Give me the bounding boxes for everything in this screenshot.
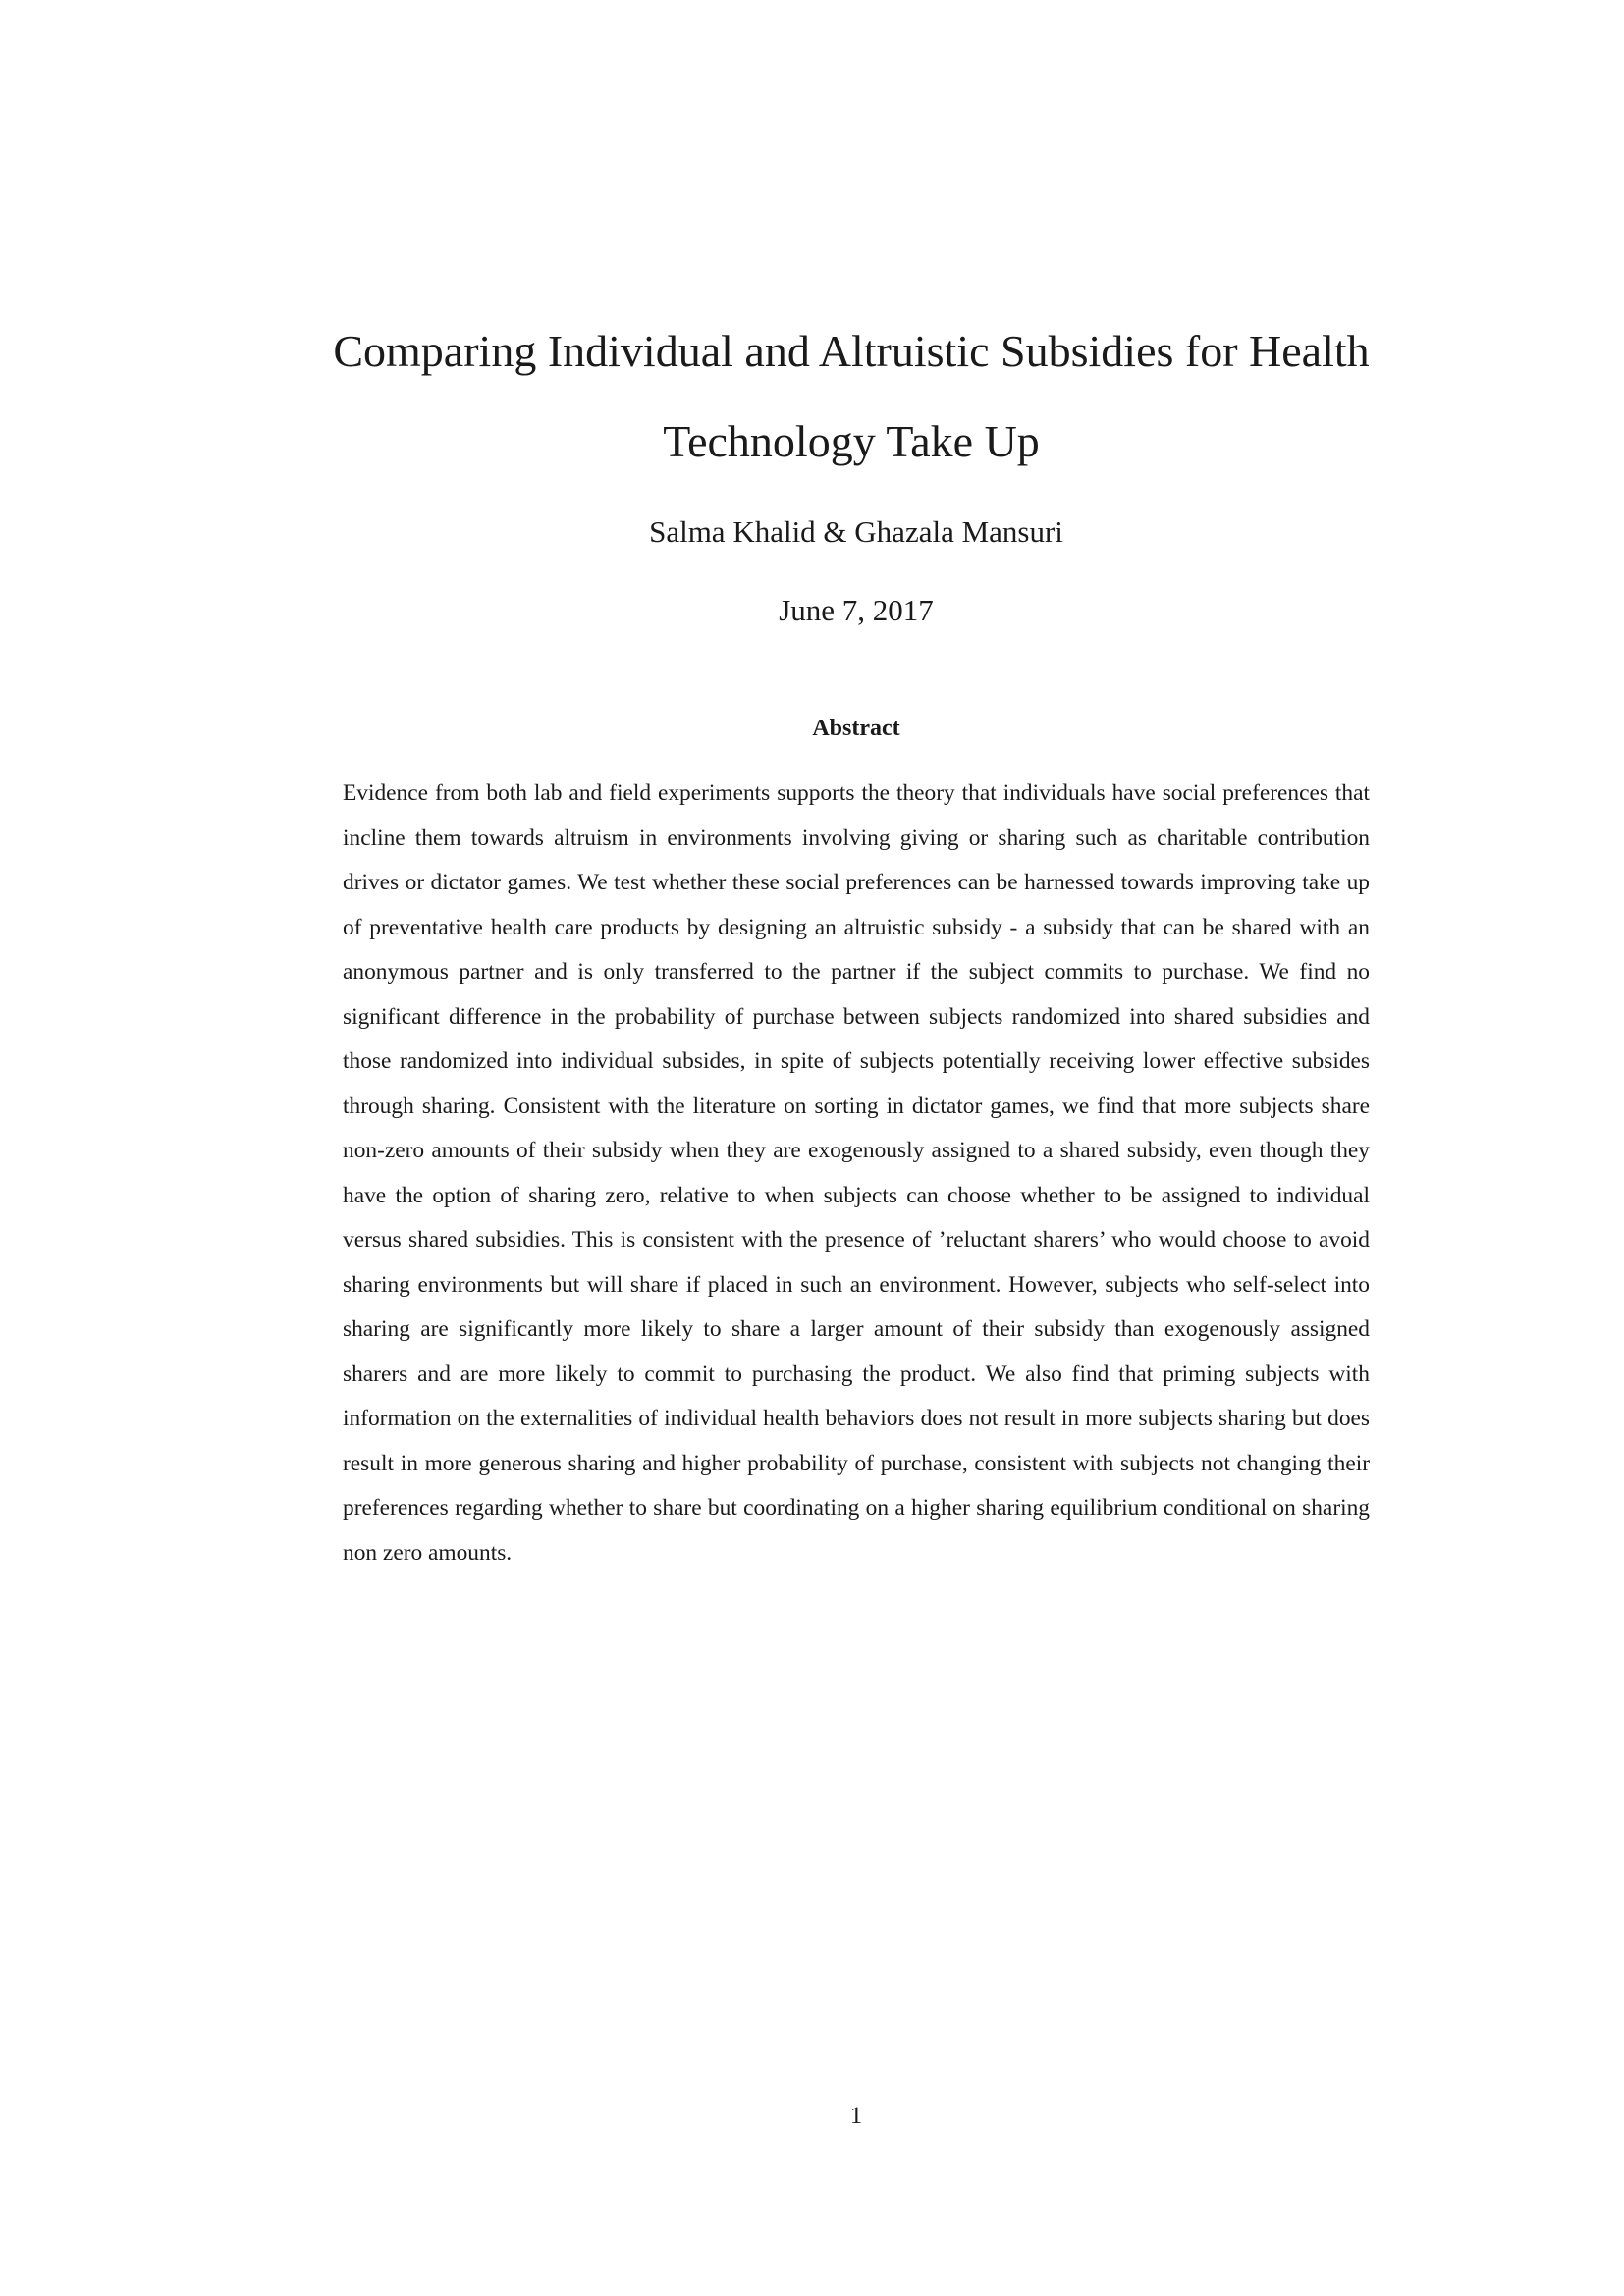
abstract-heading: Abstract	[812, 716, 900, 741]
paper-authors: Salma Khalid & Ghazala Mansuri	[649, 514, 1063, 549]
paper-date: June 7, 2017	[779, 593, 934, 627]
paper-title: Comparing Individual and Altruistic Subsidies for Health Technology Take Up	[333, 326, 1370, 466]
abstract-body: Evidence from both lab and field experiments supports the theory that individuals have social preferences that incline them towards altruism in environments involving giving or sharing such as charitable contribution drives or dictator games. We test whether these social preferences can be harnessed towards improving take up of preventative health care products by designing an altruistic subsidy - a subsidy that can be shared with an anonymous partner and is only transferred to the partner if the subject commits to purchase. We find no significant difference in the probability of purchase between subjects randomized into shared subsidies and those randomized into individual subsides, in spite of subjects potentially receiving lower effective subsides through sharing. Consistent with the literature on sorting in dictator games, we find that more subjects share non-zero amounts of their subsidy when they are exogenously assigned to a shared subsidy, even though they have the option of sharing zero, relative to when subjects can choose whether to be assigned to individual versus shared subsidies. This is consistent with the presence of ’reluctant sharers’ who would choose to avoid sharing environments but will share if placed in such an environment. However, subjects who self-select into sharing are significantly more likely to share a larger amount of their subsidy than exogenously assigned sharers and are more likely to commit to purchasing the product. We also find that priming subjects with information on the externalities of individual health behaviors does not result in more subjects sharing but does result in more generous sharing and higher probability of purchase, consistent with subjects not changing their preferences regarding whether to share but coordinating on a higher sharing equilibrium conditional on sharing non zero amounts.	[343, 780, 1370, 1566]
page-number: 1	[849, 2103, 863, 2129]
